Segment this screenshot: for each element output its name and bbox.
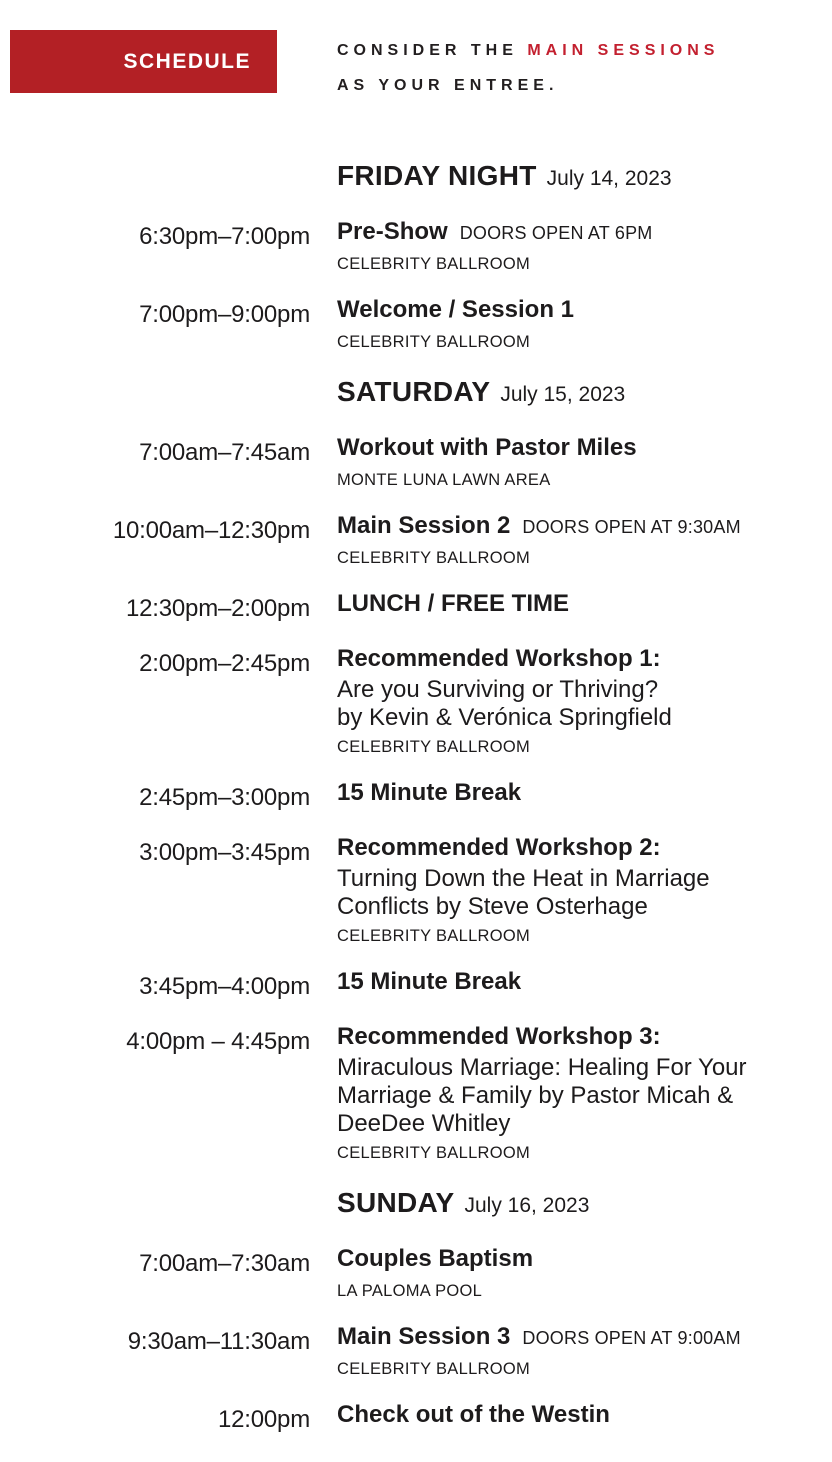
day-events — [10, 1245, 832, 1434]
day-name: SUNDAY — [337, 1187, 455, 1218]
event-title: Welcome / Session 1 — [337, 296, 574, 323]
event-venue: CELEBRITY BALLROOM — [337, 333, 531, 351]
event-venue: CELEBRITY BALLROOM — [337, 1144, 531, 1162]
event-note: DOORS OPEN AT 9:30AM — [522, 517, 741, 537]
event-title-line — [337, 968, 521, 999]
schedule-badge — [10, 30, 277, 93]
event-body — [337, 434, 637, 490]
event-title-line — [337, 645, 672, 676]
event-time: 12:00pm — [218, 1406, 310, 1433]
event-time: 7:00pm–9:00pm — [139, 301, 310, 328]
schedule-badge-label: SCHEDULE — [123, 49, 251, 73]
event-row — [10, 1323, 832, 1379]
event-venue: CELEBRITY BALLROOM — [337, 927, 531, 945]
event-detail-line: Turning Down the Heat in Marriage — [337, 865, 710, 892]
event-title: Recommended Workshop 3: — [337, 1023, 661, 1050]
event-title-line — [337, 1023, 747, 1054]
event-title-line — [337, 779, 521, 810]
event-title: Main Session 2 — [337, 512, 511, 539]
event-time: 4:00pm – 4:45pm — [126, 1028, 310, 1055]
event-title-line — [337, 1245, 533, 1276]
event-venue: CELEBRITY BALLROOM — [337, 549, 531, 567]
tagline-line2: AS YOUR ENTREE. — [337, 77, 559, 94]
event-row — [10, 296, 832, 352]
day-section — [10, 376, 832, 1163]
day-name: SATURDAY — [337, 376, 491, 407]
tagline-highlight: MAIN SESSIONS — [527, 42, 720, 59]
event-time: 2:45pm–3:00pm — [139, 784, 310, 811]
day-events — [10, 434, 832, 1163]
event-title-line — [337, 296, 574, 327]
event-body — [337, 590, 569, 623]
day-section — [10, 160, 832, 352]
event-venue: CELEBRITY BALLROOM — [337, 738, 531, 756]
event-body — [337, 1023, 747, 1163]
day-section — [10, 1187, 832, 1434]
day-date: July 14, 2023 — [546, 167, 672, 190]
event-details — [337, 1054, 747, 1138]
event-row — [10, 218, 832, 274]
event-body — [337, 968, 521, 1001]
event-title-line — [337, 218, 652, 249]
event-note: DOORS OPEN AT 9:00AM — [522, 1328, 741, 1348]
day-events — [10, 218, 832, 352]
day-header — [337, 160, 832, 192]
event-body — [337, 645, 672, 757]
event-detail-line: Are you Surviving or Thriving? — [337, 676, 659, 703]
event-time: 2:00pm–2:45pm — [139, 650, 310, 677]
event-row — [10, 1245, 832, 1301]
day-name: FRIDAY NIGHT — [337, 160, 537, 191]
event-body — [337, 1401, 610, 1434]
tagline-line1 — [337, 33, 719, 68]
day-header — [337, 376, 832, 408]
event-details — [337, 865, 710, 921]
tagline-prefix: CONSIDER THE — [337, 42, 528, 59]
event-time: 7:00am–7:45am — [139, 439, 310, 466]
event-venue: MONTE LUNA LAWN AREA — [337, 471, 551, 489]
event-row — [10, 1401, 832, 1434]
event-time: 6:30pm–7:00pm — [139, 223, 310, 250]
event-body — [337, 512, 741, 568]
event-title-line — [337, 434, 637, 465]
event-row — [10, 779, 832, 812]
day-date: July 15, 2023 — [500, 383, 626, 406]
event-time: 7:00am–7:30am — [139, 1250, 310, 1277]
event-title: Pre-Show — [337, 218, 448, 245]
event-body — [337, 834, 710, 946]
event-row — [10, 1023, 832, 1163]
event-note: DOORS OPEN AT 6PM — [459, 223, 653, 243]
event-row — [10, 512, 832, 568]
event-title-line — [337, 512, 741, 543]
event-venue: CELEBRITY BALLROOM — [337, 255, 531, 273]
day-date: July 16, 2023 — [464, 1194, 590, 1217]
tagline — [337, 30, 719, 103]
event-title: Recommended Workshop 1: — [337, 645, 661, 672]
event-title: 15 Minute Break — [337, 779, 522, 806]
event-title: Workout with Pastor Miles — [337, 434, 637, 461]
event-time: 10:00am–12:30pm — [112, 517, 310, 544]
event-row — [10, 968, 832, 1001]
day-header — [337, 1187, 832, 1219]
event-title: Couples Baptism — [337, 1245, 534, 1272]
event-detail-line: Conflicts by Steve Osterhage — [337, 893, 648, 920]
event-detail-line: Miraculous Marriage: Healing For Your — [337, 1054, 747, 1081]
event-detail-line: Marriage & Family by Pastor Micah & — [337, 1082, 734, 1109]
event-time: 9:30am–11:30am — [127, 1328, 310, 1355]
schedule — [10, 160, 832, 1434]
event-body — [337, 779, 521, 812]
event-time: 12:30pm–2:00pm — [126, 595, 310, 622]
hero-section — [10, 30, 832, 103]
event-detail-line: DeeDee Whitley — [337, 1110, 511, 1137]
event-venue: CELEBRITY BALLROOM — [337, 1360, 531, 1378]
event-title: Recommended Workshop 2: — [337, 834, 661, 861]
event-body — [337, 218, 652, 274]
event-title-line — [337, 834, 710, 865]
event-title-line — [337, 1323, 741, 1354]
event-time: 3:45pm–4:00pm — [139, 973, 310, 1000]
event-title: Main Session 3 — [337, 1323, 511, 1350]
event-row — [10, 434, 832, 490]
event-row — [10, 834, 832, 946]
event-body — [337, 1245, 533, 1301]
event-title-line — [337, 1401, 610, 1432]
event-title: 15 Minute Break — [337, 968, 522, 995]
event-body — [337, 296, 574, 352]
event-title: LUNCH / FREE TIME — [337, 590, 569, 617]
event-detail-line: by Kevin & Verónica Springfield — [337, 704, 672, 731]
event-body — [337, 1323, 741, 1379]
event-title-line — [337, 590, 569, 621]
event-venue: LA PALOMA POOL — [337, 1282, 483, 1300]
event-time: 3:00pm–3:45pm — [139, 839, 310, 866]
event-row — [10, 590, 832, 623]
event-title: Check out of the Westin — [337, 1401, 610, 1428]
event-details — [337, 676, 672, 732]
event-row — [10, 645, 832, 757]
